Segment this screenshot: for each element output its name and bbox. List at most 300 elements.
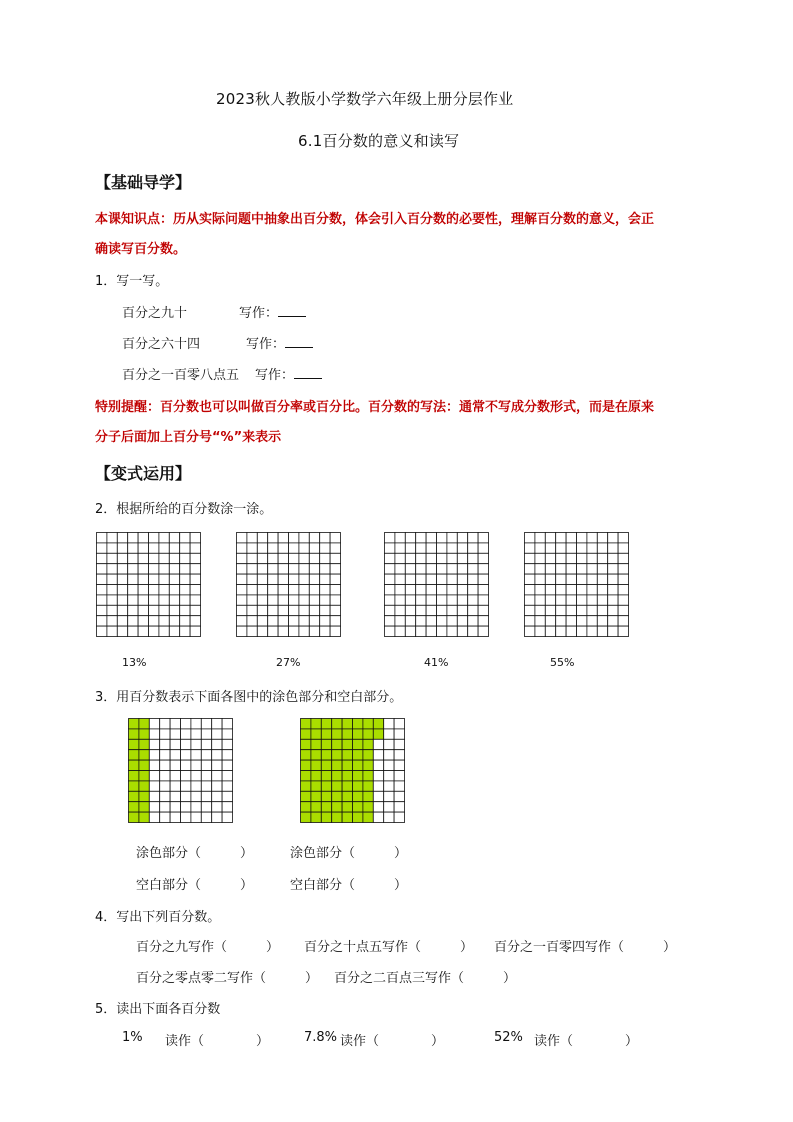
grid-cell <box>447 605 457 615</box>
grid-cell <box>468 605 478 615</box>
grid-cell <box>301 791 311 801</box>
grid-cell <box>321 771 331 781</box>
grid-cell <box>566 605 576 615</box>
grid-cell <box>373 791 383 801</box>
grid-cell <box>394 750 404 760</box>
grid-cell <box>321 750 331 760</box>
grid-cell <box>447 626 457 636</box>
grid-cell <box>301 729 311 739</box>
grid-cell <box>525 616 535 626</box>
grid-cell <box>190 553 200 563</box>
grid-cell <box>618 595 628 605</box>
grid-cell <box>597 605 607 615</box>
grid-cell <box>201 729 211 739</box>
grid-cell <box>597 543 607 553</box>
grid-cell <box>330 585 340 595</box>
grid-cell <box>129 729 139 739</box>
grid-cell <box>447 616 457 626</box>
grid-cell <box>566 543 576 553</box>
grid-cell <box>191 760 201 770</box>
grid-cell <box>117 533 127 543</box>
grid-cell <box>129 802 139 812</box>
q5-read-2[interactable]: 读作（ ） <box>340 1034 445 1049</box>
grid-cell <box>577 564 587 574</box>
grid-cell <box>149 771 159 781</box>
grid-cell <box>180 616 190 626</box>
grid-cell <box>149 616 159 626</box>
q5-read-3[interactable]: 读作（ ） <box>534 1034 639 1049</box>
grid-cell <box>201 739 211 749</box>
grid-cell <box>478 543 488 553</box>
grid-cell <box>416 585 426 595</box>
grid-cell <box>301 719 311 729</box>
grid-cell <box>278 574 288 584</box>
grid-cell <box>587 564 597 574</box>
q1-write-label: 写作： <box>246 337 286 352</box>
grid-cell <box>160 739 170 749</box>
grid-cell <box>426 553 436 563</box>
grid-cell <box>191 719 201 729</box>
grid-cell <box>129 812 139 822</box>
grid-cell <box>525 626 535 636</box>
grid-cell <box>309 585 319 595</box>
grid-cell <box>363 729 373 739</box>
grid-cell <box>437 626 447 636</box>
tip-line2: 分子后面加上百分号“%”来表示 <box>95 430 282 445</box>
q3-blank-a[interactable]: 空白部分（ ） <box>136 878 254 893</box>
grid-cell <box>97 574 107 584</box>
grid-cell <box>301 781 311 791</box>
grid-cell <box>373 739 383 749</box>
grid-cell <box>301 750 311 760</box>
grid-cell <box>447 553 457 563</box>
grid-cell <box>149 595 159 605</box>
grid-cell <box>320 564 330 574</box>
grid-cell <box>608 533 618 543</box>
grid-cell <box>97 543 107 553</box>
grid-cell <box>138 595 148 605</box>
grid-cell <box>385 574 395 584</box>
grid-cell <box>330 605 340 615</box>
grid-cell <box>608 605 618 615</box>
grid-cell <box>320 574 330 584</box>
grid-cell <box>149 626 159 636</box>
q5-num-3: 52% <box>494 1030 523 1045</box>
grid-cell <box>311 739 321 749</box>
grid-cell <box>385 626 395 636</box>
tip-line1: 特别提醒：百分数也可以叫做百分率或百分比。百分数的写法：通常不写成分数形式，而是在原来 <box>95 400 655 415</box>
grid-cell <box>212 781 222 791</box>
grid-cell <box>437 543 447 553</box>
grid-cell <box>191 729 201 739</box>
grid-cell <box>545 543 555 553</box>
grid-cell <box>545 574 555 584</box>
grid-cell <box>237 553 247 563</box>
grid-cell <box>191 750 201 760</box>
grid-cell <box>180 574 190 584</box>
q3-shaded-b[interactable]: 涂色部分（ ） <box>290 846 408 861</box>
grid-cell <box>342 739 352 749</box>
grid-cell <box>222 729 232 739</box>
grid-cell <box>363 739 373 749</box>
grid-cell <box>180 585 190 595</box>
grid-cell <box>353 729 363 739</box>
grid-cell <box>457 564 467 574</box>
grid-cell <box>299 533 309 543</box>
q1-write-label: 写作： <box>239 306 279 321</box>
grid-cell <box>597 616 607 626</box>
grid-cell <box>301 771 311 781</box>
q5-read-1[interactable]: 读作（ ） <box>165 1034 270 1049</box>
grid-cell <box>278 543 288 553</box>
grid-cell <box>405 626 415 636</box>
grid-cell <box>180 626 190 636</box>
grid-cell <box>149 533 159 543</box>
grid-cell <box>107 626 117 636</box>
grid-cell <box>191 739 201 749</box>
grid-cell <box>289 533 299 543</box>
grid-cell <box>201 750 211 760</box>
grid-cell <box>373 812 383 822</box>
grid-cell <box>385 595 395 605</box>
q2-grid-2[interactable] <box>236 532 342 638</box>
grid-cell <box>556 616 566 626</box>
grid-cell <box>618 553 628 563</box>
grid-cell <box>237 543 247 553</box>
grid-cell <box>170 729 180 739</box>
grid-cell <box>447 574 457 584</box>
grid-cell <box>577 595 587 605</box>
grid-cell <box>97 533 107 543</box>
grid-cell <box>447 595 457 605</box>
grid-cell <box>405 595 415 605</box>
grid-cell <box>384 750 394 760</box>
grid-cell <box>170 750 180 760</box>
grid-cell <box>212 719 222 729</box>
grid-cell <box>139 791 149 801</box>
grid-cell <box>556 553 566 563</box>
grid-cell <box>159 595 169 605</box>
q1-item-text: 百分之九十 <box>122 306 188 321</box>
grid-cell <box>139 771 149 781</box>
grid-cell <box>384 771 394 781</box>
grid-cell <box>468 564 478 574</box>
grid-cell <box>525 595 535 605</box>
grid-cell <box>268 564 278 574</box>
grid-cell <box>138 553 148 563</box>
q3-grid-a <box>128 718 234 824</box>
grid-cell <box>363 802 373 812</box>
grid-cell <box>278 564 288 574</box>
grid-cell <box>385 616 395 626</box>
q3-blank-b[interactable]: 空白部分（ ） <box>290 878 408 893</box>
grid-cell <box>405 543 415 553</box>
grid-cell <box>139 781 149 791</box>
grid-cell <box>247 585 257 595</box>
grid-cell <box>597 553 607 563</box>
grid-cell <box>395 543 405 553</box>
grid-cell <box>222 719 232 729</box>
grid-cell <box>257 564 267 574</box>
grid-cell <box>457 605 467 615</box>
grid-cell <box>363 771 373 781</box>
question-5-label: 5．读出下面各百分数 <box>95 1002 221 1017</box>
grid-cell <box>556 533 566 543</box>
grid-cell <box>237 574 247 584</box>
grid-cell <box>247 533 257 543</box>
grid-cell <box>247 553 257 563</box>
grid-cell <box>332 791 342 801</box>
grid-cell <box>556 564 566 574</box>
grid-cell <box>117 543 127 553</box>
grid-cell <box>311 729 321 739</box>
answer-blank[interactable] <box>285 335 313 348</box>
grid-cell <box>566 574 576 584</box>
grid-cell <box>149 564 159 574</box>
grid-cell <box>237 605 247 615</box>
grid-cell <box>457 585 467 595</box>
grid-cell <box>363 719 373 729</box>
grid-cell <box>201 791 211 801</box>
grid-cell <box>395 605 405 615</box>
grid-cell <box>597 533 607 543</box>
grid-cell <box>342 781 352 791</box>
grid-cell <box>447 533 457 543</box>
grid-cell <box>342 771 352 781</box>
grid-cell <box>128 564 138 574</box>
q4-item-4[interactable]: 百分之零点零二写作（ ） <box>136 971 319 986</box>
grid-cell <box>139 812 149 822</box>
grid-cell <box>332 760 342 770</box>
grid-cell <box>566 626 576 636</box>
grid-cell <box>128 626 138 636</box>
grid-cell <box>353 802 363 812</box>
answer-blank[interactable] <box>294 366 322 379</box>
grid-cell <box>330 595 340 605</box>
q4-item-2[interactable]: 百分之十点五写作（ ） <box>304 940 474 955</box>
grid-cell <box>395 553 405 563</box>
grid-cell <box>159 574 169 584</box>
grid-cell <box>535 543 545 553</box>
grid-cell <box>181 750 191 760</box>
grid-cell <box>201 812 211 822</box>
grid-cell <box>478 585 488 595</box>
grid-cell <box>170 739 180 749</box>
grid-cell <box>160 791 170 801</box>
grid-cell <box>535 533 545 543</box>
grid-cell <box>535 585 545 595</box>
grid-cell <box>107 585 117 595</box>
grid-cell <box>416 553 426 563</box>
grid-cell <box>608 585 618 595</box>
grid-cell <box>330 574 340 584</box>
grid-cell <box>222 760 232 770</box>
grid-cell <box>587 533 597 543</box>
grid-cell <box>257 574 267 584</box>
grid-cell <box>299 626 309 636</box>
grid-cell <box>159 626 169 636</box>
grid-cell <box>395 574 405 584</box>
grid-cell <box>97 605 107 615</box>
grid-cell <box>478 626 488 636</box>
grid-cell <box>384 802 394 812</box>
grid-cell <box>128 543 138 553</box>
grid-cell <box>416 564 426 574</box>
grid-cell <box>170 791 180 801</box>
answer-blank[interactable] <box>278 304 306 317</box>
q4-item-5[interactable]: 百分之二百点三写作（ ） <box>334 971 517 986</box>
grid-cell <box>190 585 200 595</box>
grid-cell <box>363 791 373 801</box>
q2-grid-4[interactable] <box>524 532 630 638</box>
grid-cell <box>395 616 405 626</box>
grid-cell <box>618 533 628 543</box>
grid-cell <box>149 812 159 822</box>
grid-cell <box>212 739 222 749</box>
grid-cell <box>545 626 555 636</box>
grid-cell <box>268 533 278 543</box>
grid-cell <box>301 760 311 770</box>
grid-cell <box>545 605 555 615</box>
grid-cell <box>394 719 404 729</box>
grid-cell <box>525 585 535 595</box>
grid-cell <box>170 802 180 812</box>
grid-cell <box>181 719 191 729</box>
grid-cell <box>447 585 457 595</box>
grid-cell <box>138 574 148 584</box>
grid-cell <box>608 626 618 636</box>
q2-grid-3[interactable] <box>384 532 490 638</box>
grid-cell <box>353 781 363 791</box>
grid-cell <box>618 585 628 595</box>
grid-cell <box>373 750 383 760</box>
grid-cell <box>170 771 180 781</box>
grid-cell <box>525 605 535 615</box>
grid-cell <box>321 812 331 822</box>
grid-cell <box>129 781 139 791</box>
grid-cell <box>342 791 352 801</box>
grid-cell <box>416 543 426 553</box>
grid-cell <box>97 626 107 636</box>
q1-item-2 <box>122 333 313 352</box>
q5-num-1: 1% <box>122 1030 143 1045</box>
grid-cell <box>525 564 535 574</box>
grid-cell <box>405 574 415 584</box>
grid-cell <box>129 750 139 760</box>
grid-cell <box>268 553 278 563</box>
grid-cell <box>201 719 211 729</box>
grid-cell <box>181 802 191 812</box>
grid-cell <box>311 771 321 781</box>
grid-cell <box>394 739 404 749</box>
grid-cell <box>608 616 618 626</box>
knowledge-point-line1: 本课知识点：历从实际问题中抽象出百分数，体会引入百分数的必要性，理解百分数的意义，会正 <box>95 212 655 227</box>
grid-cell <box>159 605 169 615</box>
grid-cell <box>330 553 340 563</box>
question-4-label: 4．写出下列百分数。 <box>95 910 221 925</box>
grid-cell <box>468 585 478 595</box>
grid-cell <box>426 595 436 605</box>
grid-cell <box>289 543 299 553</box>
grid-cell <box>321 719 331 729</box>
grid-cell <box>191 781 201 791</box>
grid-cell <box>107 595 117 605</box>
grid-cell <box>289 616 299 626</box>
grid-cell <box>332 729 342 739</box>
grid-cell <box>289 585 299 595</box>
grid-cell <box>149 739 159 749</box>
grid-cell <box>181 729 191 739</box>
grid-cell <box>363 750 373 760</box>
grid-cell <box>608 574 618 584</box>
grid-cell <box>138 585 148 595</box>
grid-cell <box>373 802 383 812</box>
grid-cell <box>457 595 467 605</box>
grid-cell <box>416 616 426 626</box>
grid-cell <box>608 595 618 605</box>
grid-cell <box>457 574 467 584</box>
q4-item-3[interactable]: 百分之一百零四写作（ ） <box>494 940 677 955</box>
q2-grid-1[interactable] <box>96 532 202 638</box>
grid-cell <box>405 533 415 543</box>
grid-cell <box>237 595 247 605</box>
grid-cell <box>180 533 190 543</box>
grid-cell <box>97 553 107 563</box>
grid-cell <box>301 812 311 822</box>
grid-cell <box>299 605 309 615</box>
grid-cell <box>577 605 587 615</box>
grid-cell <box>437 574 447 584</box>
grid-cell <box>180 553 190 563</box>
q3-shaded-a[interactable]: 涂色部分（ ） <box>136 846 254 861</box>
grid-cell <box>332 739 342 749</box>
grid-cell <box>437 595 447 605</box>
grid-cell <box>237 626 247 636</box>
grid-cell <box>332 802 342 812</box>
grid-cell <box>138 533 148 543</box>
grid-cell <box>457 616 467 626</box>
grid-cell <box>278 595 288 605</box>
grid-cell <box>385 564 395 574</box>
grid-cell <box>190 574 200 584</box>
grid-cell <box>97 616 107 626</box>
grid-cell <box>320 605 330 615</box>
grid-cell <box>320 595 330 605</box>
grid-cell <box>597 626 607 636</box>
grid-cell <box>309 533 319 543</box>
grid-cell <box>447 543 457 553</box>
grid-cell <box>212 771 222 781</box>
grid-cell <box>618 626 628 636</box>
grid-cell <box>107 543 117 553</box>
grid-cell <box>289 626 299 636</box>
grid-cell <box>437 564 447 574</box>
grid-cell <box>299 574 309 584</box>
question-2-label: 2．根据所给的百分数涂一涂。 <box>95 502 273 517</box>
grid-cell <box>128 585 138 595</box>
grid-cell <box>149 605 159 615</box>
grid-cell <box>160 729 170 739</box>
q4-item-1[interactable]: 百分之九写作（ ） <box>136 940 280 955</box>
grid-cell <box>160 771 170 781</box>
grid-cell <box>618 605 628 615</box>
grid-cell <box>159 533 169 543</box>
grid-cell <box>117 574 127 584</box>
grid-cell <box>190 543 200 553</box>
grid-cell <box>384 729 394 739</box>
grid-cell <box>160 750 170 760</box>
grid-cell <box>416 574 426 584</box>
